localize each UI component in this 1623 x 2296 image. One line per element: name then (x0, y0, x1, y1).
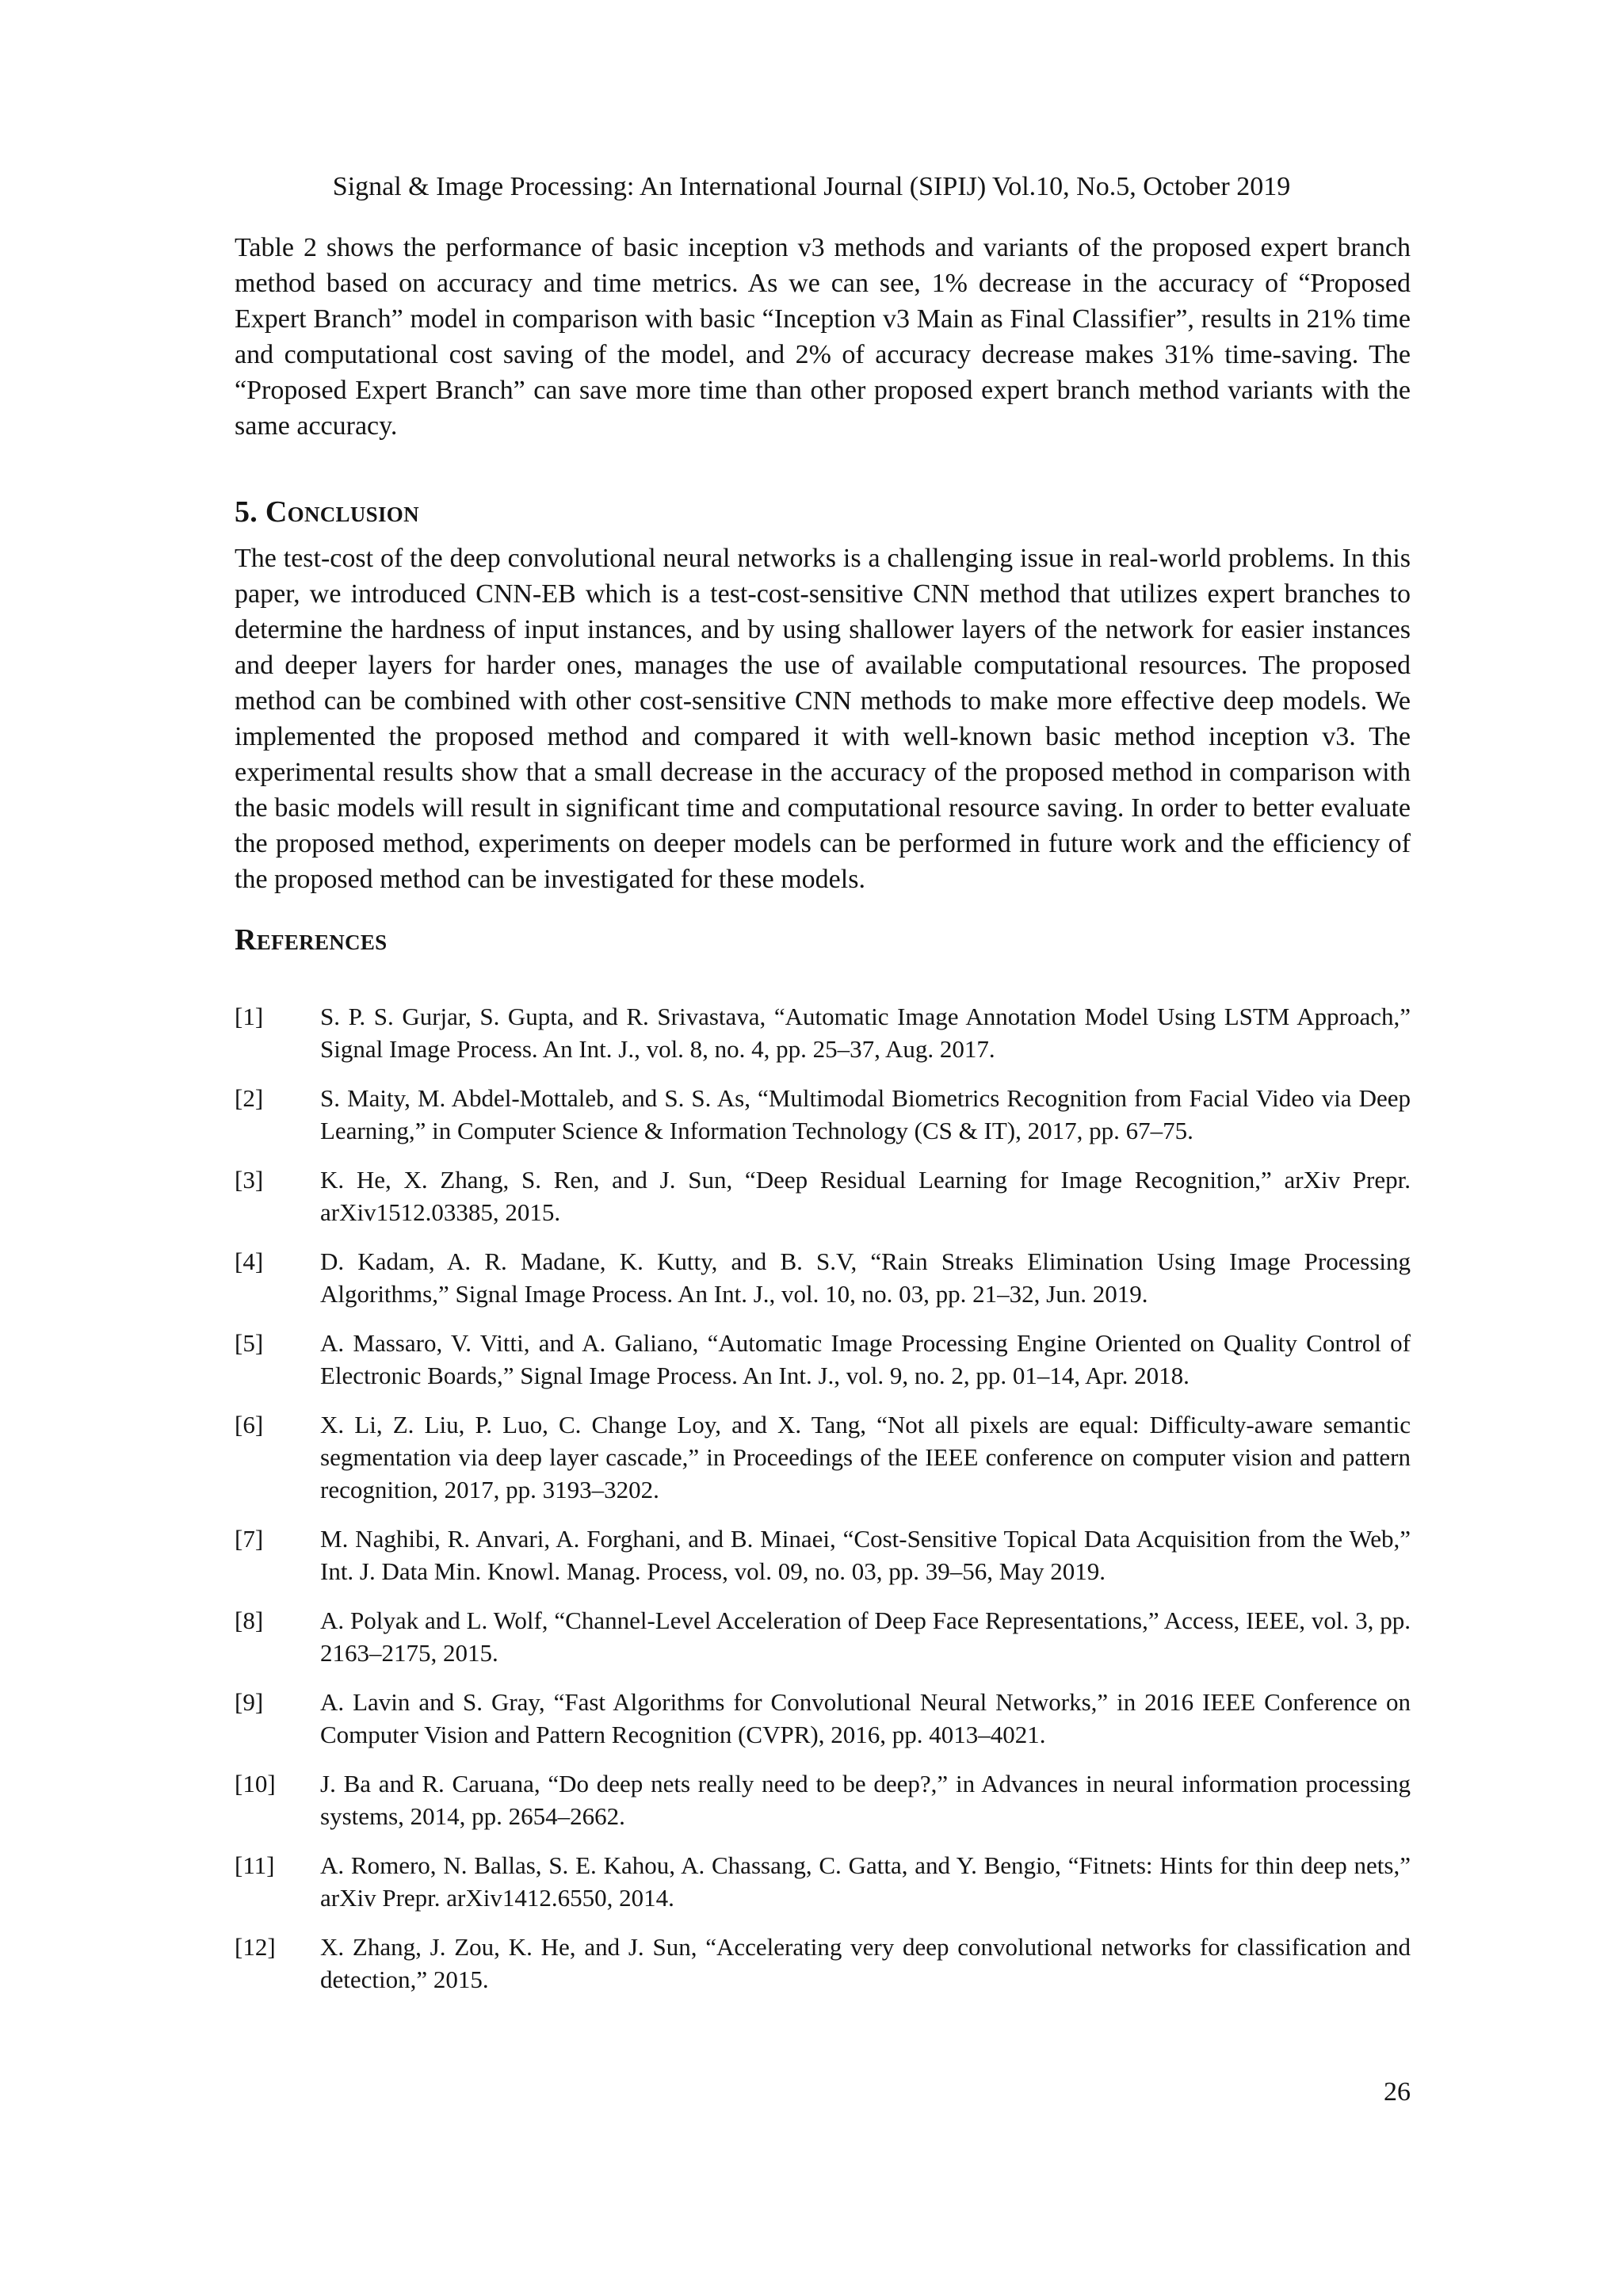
reference-number: [1] (235, 1003, 264, 1030)
reference-text: S. P. S. Gurjar, S. Gupta, and R. Srivastava, “Automatic Image Annotation Model Using LSTM Approach,” Signal Image Process. An Int. J., vol. 8, no. 4, pp. 25–37, Aug. 2017. (320, 1003, 1411, 1063)
page-number: 26 (1384, 2077, 1411, 2107)
reference-text: A. Massaro, V. Vitti, and A. Galiano, “Automatic Image Processing Engine Oriented on Quality Control of Electronic Boards,” Signal Image Process. An Int. J., vol. 9, no. 2, pp. 01–14, Apr. 2018. (320, 1329, 1411, 1389)
reference-item (235, 1408, 1411, 1506)
reference-number: [6] (235, 1411, 264, 1438)
reference-item (235, 1767, 1411, 1832)
reference-number: [8] (235, 1606, 264, 1634)
conclusion-heading: 5. Conclusion (235, 495, 419, 529)
reference-text: X. Li, Z. Liu, P. Luo, C. Change Loy, and X. Tang, “Not all pixels are equal: Difficulty-aware semantic segmentation via deep layer cascade,” in Proceedings of the IEEE conference on computer vision and pattern recognition, 2017, pp. 3193–3202. (320, 1411, 1411, 1503)
reference-number: [7] (235, 1525, 264, 1553)
page-content (235, 230, 1411, 2012)
reference-item (235, 1082, 1411, 1147)
reference-item (235, 1931, 1411, 1996)
reference-item (235, 1163, 1411, 1228)
reference-item (235, 1522, 1411, 1587)
reference-number: [10] (235, 1770, 276, 1797)
reference-text: S. Maity, M. Abdel-Mottaleb, and S. S. As, “Multimodal Biometrics Recognition from Facial Video via Deep Learning,” in Computer Science & Information Technology (CS & IT), 2017, pp. 67–75. (320, 1084, 1411, 1144)
reference-number: [9] (235, 1688, 264, 1716)
reference-number: [5] (235, 1329, 264, 1357)
reference-text: A. Lavin and S. Gray, “Fast Algorithms for Convolutional Neural Networks,” in 2016 IEEE Conference on Computer Vision and Pattern Recognition (CVPR), 2016, pp. 4013–4021. (320, 1688, 1411, 1748)
reference-item (235, 1849, 1411, 1914)
reference-item (235, 1245, 1411, 1310)
reference-item (235, 1604, 1411, 1669)
reference-item (235, 1000, 1411, 1065)
reference-item (235, 1686, 1411, 1751)
reference-text: A. Romero, N. Ballas, S. E. Kahou, A. Chassang, C. Gatta, and Y. Bengio, “Fitnets: Hints for thin deep nets,” arXiv Prepr. arXiv1412.6550, 2014. (320, 1851, 1411, 1912)
intro-paragraph: Table 2 shows the performance of basic inception v3 methods and variants of the proposed expert branch method based on accuracy and time metrics. As we can see, 1% decrease in the accuracy of “Proposed Expert Branch” model in comparison with basic “Inception v3 Main as Final Classifier”, results in 21% time and computational cost saving of the model, and 2% of accuracy decrease makes 31% time-saving. The “Proposed Expert Branch” can save more time than other proposed expert branch method variants with the same accuracy. (235, 233, 1411, 441)
running-header: Signal & Image Processing: An International Journal (SIPIJ) Vol.10, No.5, October 2019 (332, 172, 1291, 201)
reference-number: [4] (235, 1247, 264, 1275)
reference-text: K. He, X. Zhang, S. Ren, and J. Sun, “Deep Residual Learning for Image Recognition,” arXiv Prepr. arXiv1512.03385, 2015. (320, 1166, 1411, 1226)
reference-number: [11] (235, 1851, 275, 1879)
reference-number: [2] (235, 1084, 264, 1112)
reference-text: J. Ba and R. Caruana, “Do deep nets really need to be deep?,” in Advances in neural information processing systems, 2014, pp. 2654–2662. (320, 1770, 1411, 1830)
reference-text: M. Naghibi, R. Anvari, A. Forghani, and B. Minaei, “Cost-Sensitive Topical Data Acquisition from the Web,” Int. J. Data Min. Knowl. Manag. Process, vol. 09, no. 03, pp. 39–56, May 2019. (320, 1525, 1411, 1585)
reference-number: [12] (235, 1933, 276, 1961)
reference-list (235, 1000, 1411, 1996)
references-heading: References (235, 923, 388, 957)
conclusion-paragraph: The test-cost of the deep convolutional neural networks is a challenging issue in real-world problems. In this paper, we introduced CNN-EB which is a test-cost-sensitive CNN method that utilizes expert branches to determine the hardness of input instances, and by using shallower layers of the network for easier instances and deeper layers for harder ones, manages the use of available computational resources. The proposed method can be combined with other cost-sensitive CNN methods to make more effective deep models. We implemented the proposed method and compared it with well-known basic method inception v3. The experimental results show that a small decrease in the accuracy of the proposed method in comparison with the basic models will result in significant time and computational resource saving. In order to better evaluate the proposed method, experiments on deeper models can be performed in future work and the efficiency of the proposed method can be investigated for these models. (235, 544, 1411, 894)
reference-text: A. Polyak and L. Wolf, “Channel-Level Acceleration of Deep Face Representations,” Access, IEEE, vol. 3, pp. 2163–2175, 2015. (320, 1606, 1411, 1667)
reference-number: [3] (235, 1166, 264, 1194)
reference-item (235, 1327, 1411, 1392)
reference-text: X. Zhang, J. Zou, K. He, and J. Sun, “Accelerating very deep convolutional networks for classification and detection,” 2015. (320, 1933, 1411, 1993)
reference-text: D. Kadam, A. R. Madane, K. Kutty, and B. S.V, “Rain Streaks Elimination Using Image Processing Algorithms,” Signal Image Process. An Int. J., vol. 10, no. 03, pp. 21–32, Jun. 2019. (320, 1247, 1411, 1308)
